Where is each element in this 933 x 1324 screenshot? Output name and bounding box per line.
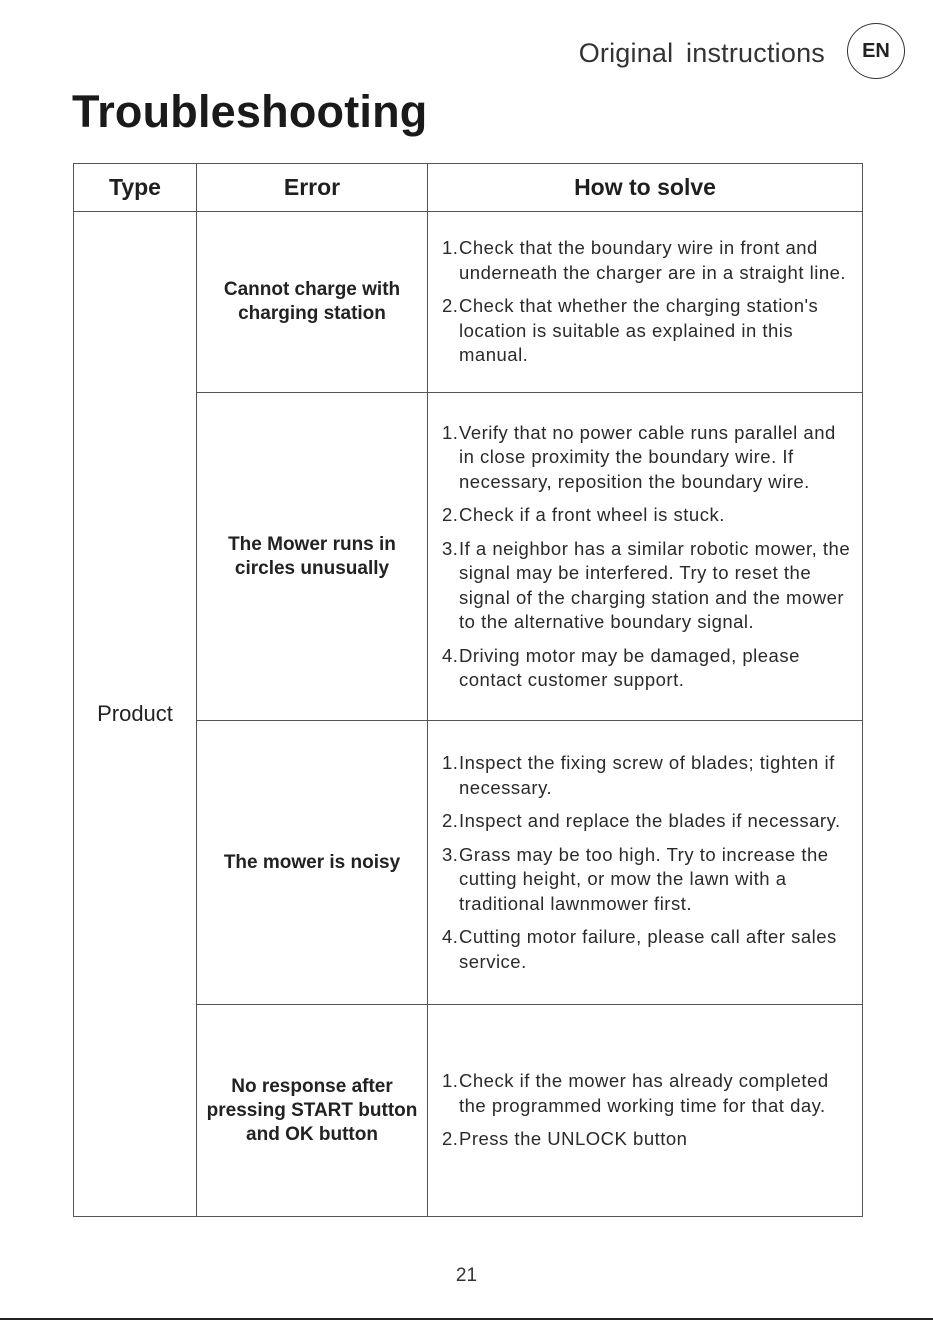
step-number: 1. <box>442 421 459 443</box>
solution-steps <box>442 421 854 693</box>
step-number: 1. <box>442 752 459 773</box>
step-text: Inspect and replace the blades if necessary. <box>459 810 841 831</box>
error-cell: The Mower runs in circles unusually <box>197 393 428 721</box>
error-cell: The mower is noisy <box>197 721 428 1005</box>
solution-cell <box>428 1005 863 1217</box>
solution-step <box>442 644 854 693</box>
solution-cell <box>428 721 863 1005</box>
step-number: 4. <box>442 926 459 947</box>
solution-step <box>442 809 854 834</box>
error-cell: No response after pressing START button and OK button <box>197 1005 428 1217</box>
solution-steps <box>442 1069 854 1152</box>
solution-step <box>442 751 854 800</box>
error-cell: Cannot charge with charging station <box>197 212 428 393</box>
step-text: Press the UNLOCK button <box>459 1128 688 1150</box>
solution-step <box>442 925 854 974</box>
troubleshooting-table-container <box>73 163 862 1217</box>
step-text: Check if the mower has already completed the programmed working time for that day. <box>459 1070 829 1116</box>
step-text: Grass may be too high. Try to increase the cutting height, or mow the lawn with a traditional lawnmower first. <box>459 843 829 914</box>
step-number: 4. <box>442 644 459 666</box>
step-number: 1. <box>442 237 459 259</box>
type-cell: Product <box>74 212 197 1217</box>
step-number: 2. <box>442 810 459 831</box>
troubleshooting-table <box>73 163 863 1217</box>
step-number: 1. <box>442 1070 459 1092</box>
solution-step <box>442 503 854 528</box>
step-text: Verify that no power cable runs parallel and in close proximity the boundary wire. If necessary, reposition the boundary wire. <box>459 421 836 492</box>
step-number: 2. <box>442 295 459 317</box>
column-header-solution: How to solve <box>428 164 863 212</box>
solution-step <box>442 1069 854 1118</box>
bottom-divider <box>0 1318 933 1320</box>
column-header-type: Type <box>74 164 197 212</box>
step-text: Cutting motor failure, please call after sales service. <box>459 926 837 972</box>
language-badge: EN <box>847 23 905 79</box>
step-text: Driving motor may be damaged, please contact customer support. <box>459 644 800 690</box>
step-text: Check that the boundary wire in front and underneath the charger are in a straight line. <box>459 237 847 283</box>
step-number: 2. <box>442 1128 459 1150</box>
solution-steps <box>442 751 854 974</box>
step-number: 3. <box>442 843 459 865</box>
solution-step <box>442 537 854 635</box>
step-text: Check that whether the charging station's location is suitable as explained in this manual. <box>459 295 819 366</box>
table-row <box>74 212 863 393</box>
solution-step <box>442 421 854 495</box>
column-header-error: Error <box>197 164 428 212</box>
solution-cell <box>428 393 863 721</box>
step-text: Check if a front wheel is stuck. <box>459 504 725 525</box>
page-title: Troubleshooting <box>72 86 428 137</box>
table-header-row <box>74 164 863 212</box>
running-title: Original instructions <box>578 38 825 68</box>
solution-steps <box>442 236 854 368</box>
solution-step <box>442 1127 854 1152</box>
step-number: 3. <box>442 537 459 559</box>
solution-cell <box>428 212 863 393</box>
step-number: 2. <box>442 504 459 525</box>
step-text: Inspect the fixing screw of blades; tighten if necessary. <box>459 752 835 798</box>
solution-step <box>442 843 854 917</box>
step-text: If a neighbor has a similar robotic mower, the signal may be interfered. Try to reset the signal of the charging station and the mower to the alternative boundary signal. <box>459 537 851 632</box>
solution-step <box>442 236 854 285</box>
solution-step <box>442 294 854 368</box>
page-number: 21 <box>455 1265 478 1286</box>
